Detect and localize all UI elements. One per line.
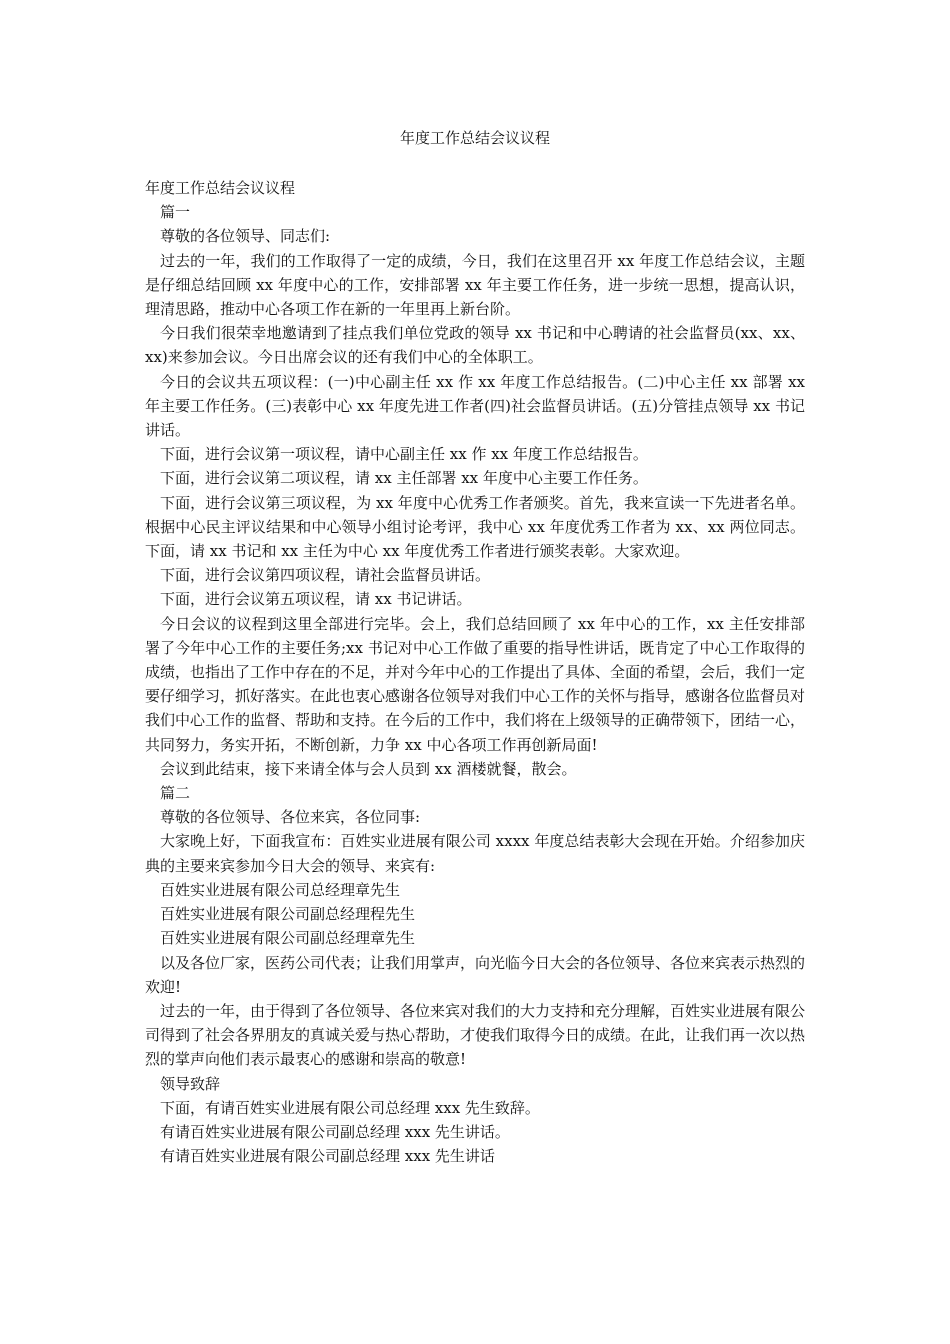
document-title: 年度工作总结会议议程 <box>399 129 550 147</box>
paragraph: 今日会议的议程到这里全部进行完毕。会上，我们总结回顾了 xx 年中心的工作，xx 主任安排部署了今年中心工作的主要任务;xx 书记对中心工作做了重要的指导性讲话，既肯定了中心工作取得的成绩，也指出了工作中存在的不足，并对今年中心的工作提出了具体、全面的希望，会后，我们一定要仔细学习，抓好落实。在此也衷心感谢各位领导对我们中心工作的关怀与指导，感谢各位监督员对我们中心工作的监督、帮助和支持。在今后的工作中，我们将在上级领导的正确带领下，团结一心，共同努力，务实开拓，不断创新，力争 xx 中心各项工作再创新局面! <box>145 614 806 754</box>
paragraph: 下面，进行会议第一项议程，请中心副主任 xx 作 xx 年度工作总结报告。 <box>160 445 648 464</box>
paragraph: 有请百姓实业进展有限公司副总经理 xxx 先生讲话 <box>160 1147 495 1166</box>
paragraph: 尊敬的各位领导、同志们: <box>160 227 331 246</box>
paragraph: 尊敬的各位领导、各位来宾，各位同事: <box>160 808 421 827</box>
paragraph: 篇一 <box>160 203 191 222</box>
paragraph: 百姓实业进展有限公司副总经理程先生 <box>160 905 416 924</box>
paragraph: 过去的一年，我们的工作取得了一定的成绩，今日，我们在这里召开 xx 年度工作总结会议，主题是仔细总结回顾 xx 年度中心的工作，安排部署 xx 年主要工作任务，进一步统一思想，提高认识，理清思路，推动中心各项工作在新的一年里再上新台阶。 <box>145 251 805 319</box>
paragraph: 过去的一年，由于得到了各位领导、各位来宾对我们的大力支持和充分理解，百姓实业进展有限公司得到了社会各界朋友的真诚关爱与热心帮助，才使我们取得今日的成绩。在此，让我们再一次以热烈的掌声向他们表示最衷心的感谢和崇高的敬意! <box>145 1001 806 1069</box>
paragraph: 领导致辞 <box>160 1074 221 1093</box>
paragraph: 篇二 <box>160 784 191 803</box>
paragraph: 百姓实业进展有限公司总经理章先生 <box>160 880 401 899</box>
paragraph: 以及各位厂家，医药公司代表；让我们用掌声，向光临今日大会的各位领导、各位来宾表示热烈的欢迎! <box>145 953 806 996</box>
paragraph: 会议到此结束，接下来请全体与会人员到 xx 酒楼就餐，散会。 <box>160 759 577 778</box>
paragraph: 下面，进行会议第五项议程，请 xx 书记讲话。 <box>160 590 472 609</box>
paragraph: 下面，进行会议第三项议程，为 xx 年度中心优秀工作者颁奖。首先，我来宣读一下先进者名单。根据中心民主评议结果和中心领导小组讨论考评，我中心 xx 年度优秀工作者为 xx、xx 两位同志。下面，请 xx 书记和 xx 主任为中心 xx 年度优秀工作者进行颁奖表彰。大家欢迎。 <box>145 493 805 561</box>
section-heading: 年度工作总结会议议程 <box>145 179 296 197</box>
paragraph: 大家晚上好，下面我宣布：百姓实业进展有限公司 xxxx 年度总结表彰大会现在开始。介绍参加庆典的主要来宾参加今日大会的领导、来宾有: <box>145 832 805 875</box>
paragraph: 有请百姓实业进展有限公司副总经理 xxx 先生讲话。 <box>160 1122 510 1141</box>
paragraph: 百姓实业进展有限公司副总经理章先生 <box>160 929 416 948</box>
paragraph: 下面，进行会议第四项议程，请社会监督员讲话。 <box>160 566 491 585</box>
paragraph: 今日我们很荣幸地邀请到了挂点我们单位党政的领导 xx 书记和中心聘请的社会监督员(xx、xx、xx)来参加会议。今日出席会议的还有我们中心的全体职工。 <box>145 324 805 367</box>
paragraph: 下面，进行会议第二项议程，请 xx 主任部署 xx 年度中心主要工作任务。 <box>160 469 648 488</box>
document-body <box>145 176 805 1168</box>
paragraph: 下面，有请百姓实业进展有限公司总经理 xxx 先生致辞。 <box>160 1098 540 1117</box>
paragraph: 今日的会议共五项议程：(一)中心副主任 xx 作 xx 年度工作总结报告。(二)中心主任 xx 部署 xx 年主要工作任务。(三)表彰中心 xx 年度先进工作者(四)社会监督员讲话。(五)分管挂点领导 xx 书记讲话。 <box>145 372 805 440</box>
